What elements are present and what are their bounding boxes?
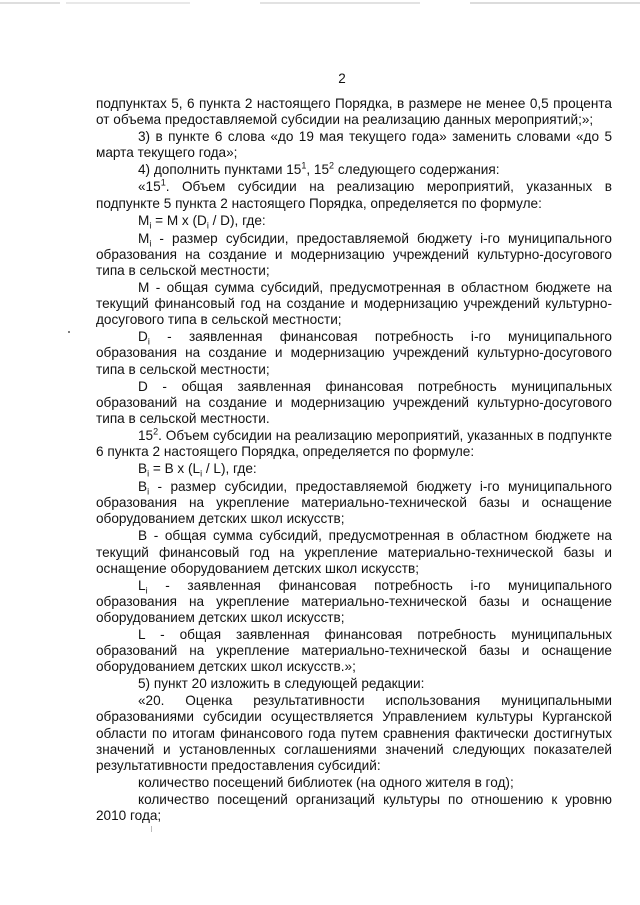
document-body [96, 96, 612, 825]
subscript: i [206, 220, 209, 231]
formula-line [96, 213, 612, 229]
paragraph [96, 231, 612, 279]
text-run: 15 [138, 427, 154, 443]
text-run: M [138, 212, 150, 228]
formula-line [96, 461, 612, 477]
text-run: D [138, 329, 148, 345]
text-run: следующего содержания: [334, 162, 500, 178]
subscript: i [147, 486, 150, 497]
subscript: i [147, 468, 150, 479]
paragraph [96, 428, 612, 460]
paragraph [96, 379, 612, 427]
text-run: M [138, 230, 150, 246]
paragraph [96, 479, 612, 527]
text-run: 3) в пункте 6 слова «до 19 мая текущего года» заменить словами «до 5 марта текущего года»; [96, 129, 612, 161]
text-run: B [138, 461, 148, 477]
subscript: i [149, 220, 152, 231]
scan-top-edge [0, 2, 640, 4]
text-run: подпунктах 5, 6 пункта 2 настоящего Порядка, в размере не менее 0,5 процента от объема предоставляемой субсидии на реализацию данных мероприятий;»; [96, 96, 612, 128]
text-run: 4) дополнить пунктами 15 [138, 162, 302, 178]
subscript: i [147, 337, 150, 348]
paragraph [96, 162, 612, 178]
text-run: 5) пункт 20 изложить в следующей редакции: [138, 676, 425, 692]
superscript: 2 [329, 160, 335, 171]
text-run: . Объем субсидии на реализацию мероприятий, указанных в подпункте 5 пункта 2 настоящего Порядка, определяется по формуле: [96, 179, 612, 211]
text-run: / L), где: [202, 461, 257, 477]
paragraph [96, 96, 612, 128]
superscript: 2 [153, 426, 159, 437]
paragraph [96, 329, 612, 377]
paragraph [96, 129, 612, 161]
page-number: 2 [338, 71, 346, 86]
text-run: = M x (D [151, 212, 207, 228]
text-run: . Объем субсидии на реализацию мероприятий, указанных в подпункте 6 пункта 2 настоящего Порядка, определяется по формуле: [96, 427, 612, 459]
text-run: / D), где: [208, 212, 266, 228]
subscript: i [145, 585, 148, 596]
text-run: B [138, 479, 148, 495]
subscript: i [200, 468, 203, 479]
text-run: , 15 [306, 162, 330, 178]
superscript: 1 [160, 177, 166, 188]
text-run: M - общая сумма субсидий, предусмотренная в областном бюджете на текущий финансовый год на создание и модернизацию учреждений культурно-досугового типа в сельской местности; [96, 280, 612, 328]
text-run: «20. Оценка результативности использования муниципальными образованиями субсидии осуществляется Управлением культуры Курганской области по итогам финансового года путем сравнения фактически достигнутых значений и установленных соглашениями значений следующих показателей результативности предоставления субсидий: [96, 693, 612, 773]
paragraph [96, 792, 612, 824]
subscript: i [149, 238, 152, 249]
text-run: количество посещений библиотек (на одного жителя в год); [138, 774, 514, 790]
paragraph [96, 179, 612, 211]
scan-speck [68, 331, 70, 333]
text-run: - размер субсидии, предоставляемой бюджету i-го муниципального образования на создание и модернизацию учреждений культурно-досугового типа в сельской местности; [96, 230, 612, 278]
text-run: D - общая заявленная финансовая потребность муниципальных образований на создание и модернизацию учреждений культурно-досугового типа в сельской местности. [96, 378, 612, 426]
superscript: 1 [301, 160, 307, 171]
paragraph [96, 280, 612, 328]
paragraph [96, 775, 612, 791]
text-run: - заявленная финансовая потребность i-го муниципального образования на создание и модернизацию учреждений культурно-досугового типа в сельской местности; [96, 329, 612, 377]
text-run: L [138, 577, 146, 593]
scan-speck [151, 826, 152, 832]
paragraph [96, 676, 612, 692]
text-run: - размер субсидии, предоставляемой бюджету i-го муниципального образования на укрепление материально-технической базы и оснащение оборудованием детских школ искусств; [96, 479, 612, 527]
paragraph [96, 627, 612, 675]
text-run: количество посещений организаций культуры по отношению к уровню 2010 года; [96, 791, 612, 824]
text-run: B - общая сумма субсидий, предусмотренная в областном бюджете на текущий финансовый год на укрепление материально-технической базы и оснащение оборудованием детских школ искусств; [96, 528, 612, 576]
text-run: - заявленная финансовая потребность i-го муниципального образования на укрепление материально-технической базы и оснащение оборудованием детских школ искусств; [96, 577, 612, 625]
paragraph [96, 578, 612, 626]
text-run: L - общая заявленная финансовая потребность муниципальных образований на укрепление материально-технической базы и оснащение оборудованием детских школ искусств.»; [96, 627, 612, 675]
paragraph [96, 528, 612, 576]
text-run: = B x (L [149, 461, 201, 477]
text-run: «15 [138, 179, 161, 195]
paragraph [96, 693, 612, 773]
